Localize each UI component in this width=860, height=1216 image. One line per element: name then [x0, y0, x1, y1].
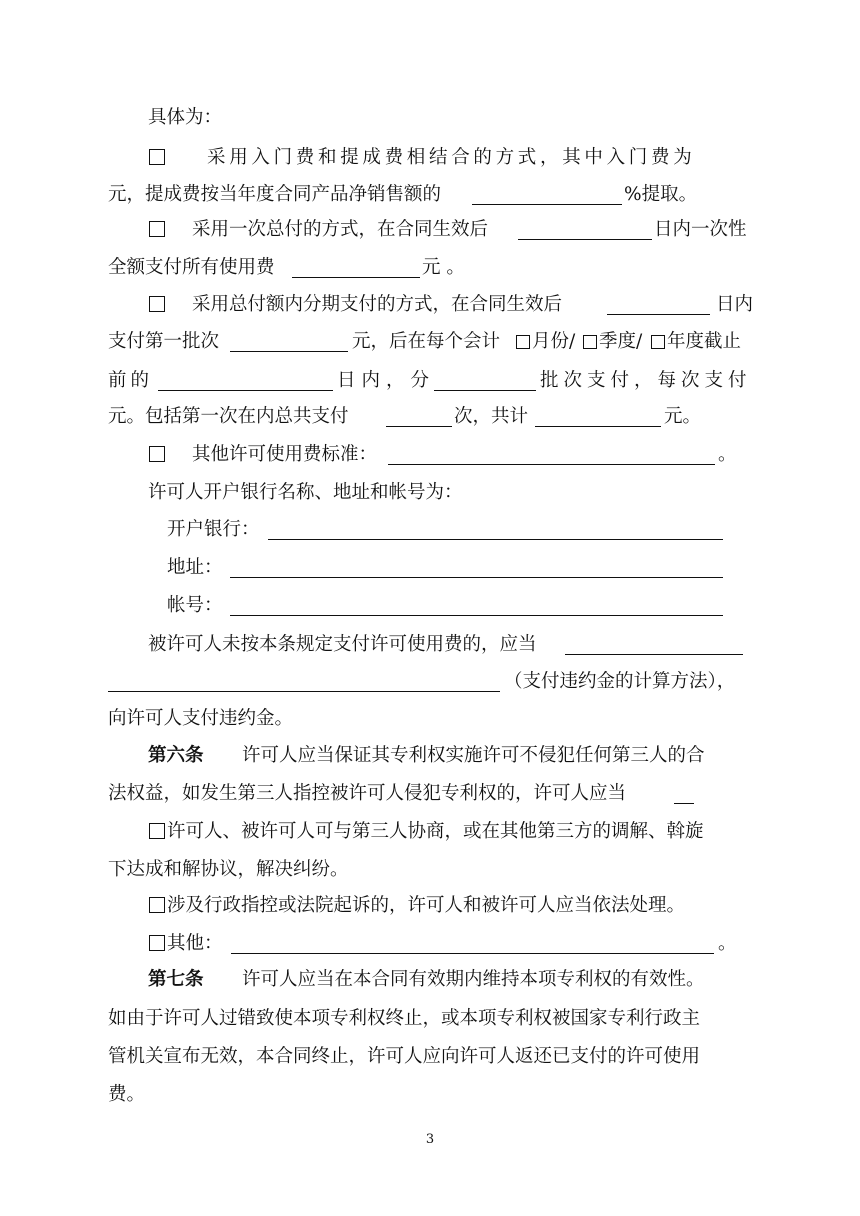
fee-option-3-text6: 日内，分	[337, 370, 436, 391]
article-6-other-blank[interactable]	[231, 953, 714, 954]
fee-option-2-text2: 日内一次性	[654, 219, 747, 240]
bank-name-blank[interactable]	[268, 539, 723, 540]
fee-option-3-line4	[0, 402, 860, 432]
fee-option-3-text4: 元，后在每个会计	[352, 331, 501, 352]
penalty-line1	[0, 630, 860, 660]
article-6-option3-checkbox[interactable]	[149, 935, 165, 951]
fee-option-2-text3: 全额支付所有使用费	[108, 257, 275, 278]
year-label: 年度截止	[667, 331, 742, 352]
article-6-option2-checkbox[interactable]	[149, 897, 165, 913]
royalty-percent-blank[interactable]	[472, 204, 622, 205]
penalty-text2: （支付违约金的计算方法），	[504, 671, 736, 692]
article-6-option1-checkbox[interactable]	[149, 823, 165, 839]
bank-title: 许可人开户银行名称、地址和帐号为：	[148, 482, 463, 503]
bank-account-line	[0, 591, 860, 621]
penalty-blank-2[interactable]	[108, 691, 500, 692]
page-number: 3	[425, 1132, 435, 1147]
bank-address-label: 地址：	[167, 557, 223, 578]
fee-option-2-checkbox[interactable]	[149, 221, 165, 237]
article-6-option3-line	[0, 929, 860, 959]
fee-option-3-line1	[0, 290, 860, 320]
batch-count-blank[interactable]	[434, 390, 536, 391]
fee-option-3-text9: 次，共计	[454, 406, 529, 427]
fee-option-1-text: 采用入门费和提成费相结合的方式，其中入门费为	[207, 147, 696, 168]
fee-option-4-line	[0, 440, 860, 470]
bank-title-line	[0, 478, 860, 508]
article-6-option2-line	[0, 891, 860, 921]
bank-name-label: 开户银行：	[167, 519, 260, 540]
article-6-heading: 第六条	[148, 745, 204, 766]
penalty-blank-1[interactable]	[565, 654, 743, 655]
article-7-line3	[0, 1042, 860, 1072]
article-6-text1: 许可人应当保证其专利权实施许可不侵犯任何第三人的合	[242, 745, 705, 766]
article-6-line1	[0, 741, 860, 771]
article-7-text4: 费。	[108, 1084, 146, 1105]
article-7-heading: 第七条	[148, 969, 204, 990]
year-checkbox[interactable]	[651, 335, 665, 349]
article-7-text3: 管机关宣布无效，本合同终止，许可人应向许可人返还已支付的许可使用	[108, 1046, 701, 1067]
fee-option-2-line1	[0, 215, 860, 245]
article-7-line1	[0, 965, 860, 995]
total-times-blank[interactable]	[386, 426, 452, 427]
month-checkbox[interactable]	[516, 335, 530, 349]
intro-line	[0, 103, 860, 133]
fee-option-1-checkbox[interactable]	[149, 149, 165, 165]
first-installment-blank[interactable]	[230, 351, 348, 352]
penalty-line3	[0, 704, 860, 734]
article-6-option1-line1	[0, 817, 860, 847]
fee-option-3-text2: 日内	[716, 294, 754, 315]
month-label: 月份/	[532, 331, 576, 352]
deadline-days-blank[interactable]	[158, 390, 333, 391]
quarter-checkbox[interactable]	[583, 335, 597, 349]
bank-name-line	[0, 515, 860, 545]
fee-option-3-line3	[0, 366, 860, 396]
bank-address-line	[0, 553, 860, 583]
fee-option-3-text3: 支付第一批次	[108, 331, 220, 352]
article-6-option1-line2	[0, 855, 860, 885]
fee-option-3-line2	[0, 327, 860, 357]
lump-sum-days-blank[interactable]	[518, 239, 652, 240]
fee-option-1-text2: 元，提成费按当年度合同产品净销售额的	[108, 184, 442, 205]
bank-account-label: 帐号：	[167, 595, 223, 616]
fee-option-3-text10: 元。	[664, 406, 702, 427]
article-6-text2: 法权益，如发生第三人指控被许可人侵犯专利权的，许可人应当	[108, 783, 627, 804]
fee-option-3-checkbox[interactable]	[149, 296, 165, 312]
fee-option-2-line2	[0, 253, 860, 283]
article-6-short-blank[interactable]	[674, 803, 694, 804]
fee-option-3-text7: 批次支付，每次支付	[540, 370, 752, 391]
lump-sum-amount-blank[interactable]	[292, 277, 420, 278]
bank-account-blank[interactable]	[230, 615, 723, 616]
quarter-label: 季度/	[599, 331, 643, 352]
fee-option-3-text5: 前的	[108, 370, 154, 391]
fee-option-1-text3: %提取。	[624, 184, 698, 205]
fee-option-2-text: 采用一次总付的方式，在合同生效后	[192, 219, 489, 240]
penalty-text1: 被许可人未按本条规定支付许可使用费的，应当	[148, 634, 537, 655]
article-6-option3-text: 其他：	[167, 933, 223, 954]
bank-address-blank[interactable]	[230, 577, 723, 578]
article-7-line4	[0, 1080, 860, 1110]
fee-option-4-text: 其他许可使用费标准：	[192, 444, 378, 465]
article-7-line2	[0, 1004, 860, 1034]
penalty-line2	[0, 667, 860, 697]
article-6-line2	[0, 779, 860, 809]
fee-option-3-text: 采用总付额内分期支付的方式，在合同生效后	[192, 294, 563, 315]
article-6-option1-text: 许可人、被许可人可与第三人协商，或在其他第三方的调解、斡旋	[167, 821, 704, 842]
fee-option-1-line1	[0, 143, 860, 173]
fee-option-1-line2	[0, 180, 860, 210]
article-7-text1: 许可人应当在本合同有效期内维持本项专利权的有效性。	[242, 969, 705, 990]
fee-option-4-end: 。	[718, 444, 737, 465]
article-6-option3-end: 。	[718, 933, 737, 954]
intro-text: 具体为：	[148, 107, 223, 128]
article-7-text2: 如由于许可人过错致使本项专利权终止，或本项专利权被国家专利行政主	[108, 1008, 701, 1029]
total-amount-blank[interactable]	[535, 426, 661, 427]
article-6-option2-text: 涉及行政指控或法院起诉的，许可人和被许可人应当依法处理。	[167, 895, 686, 916]
penalty-text3: 向许可人支付违约金。	[108, 708, 294, 729]
article-6-option1-text2: 下达成和解协议，解决纠纷。	[108, 859, 349, 880]
fee-option-2-text4: 元 。	[422, 257, 465, 278]
installment-days-blank[interactable]	[607, 314, 710, 315]
fee-option-4-checkbox[interactable]	[149, 446, 165, 462]
fee-option-3-text8: 元。包括第一次在内总共支付	[108, 406, 349, 427]
other-fee-standard-blank[interactable]	[388, 464, 715, 465]
